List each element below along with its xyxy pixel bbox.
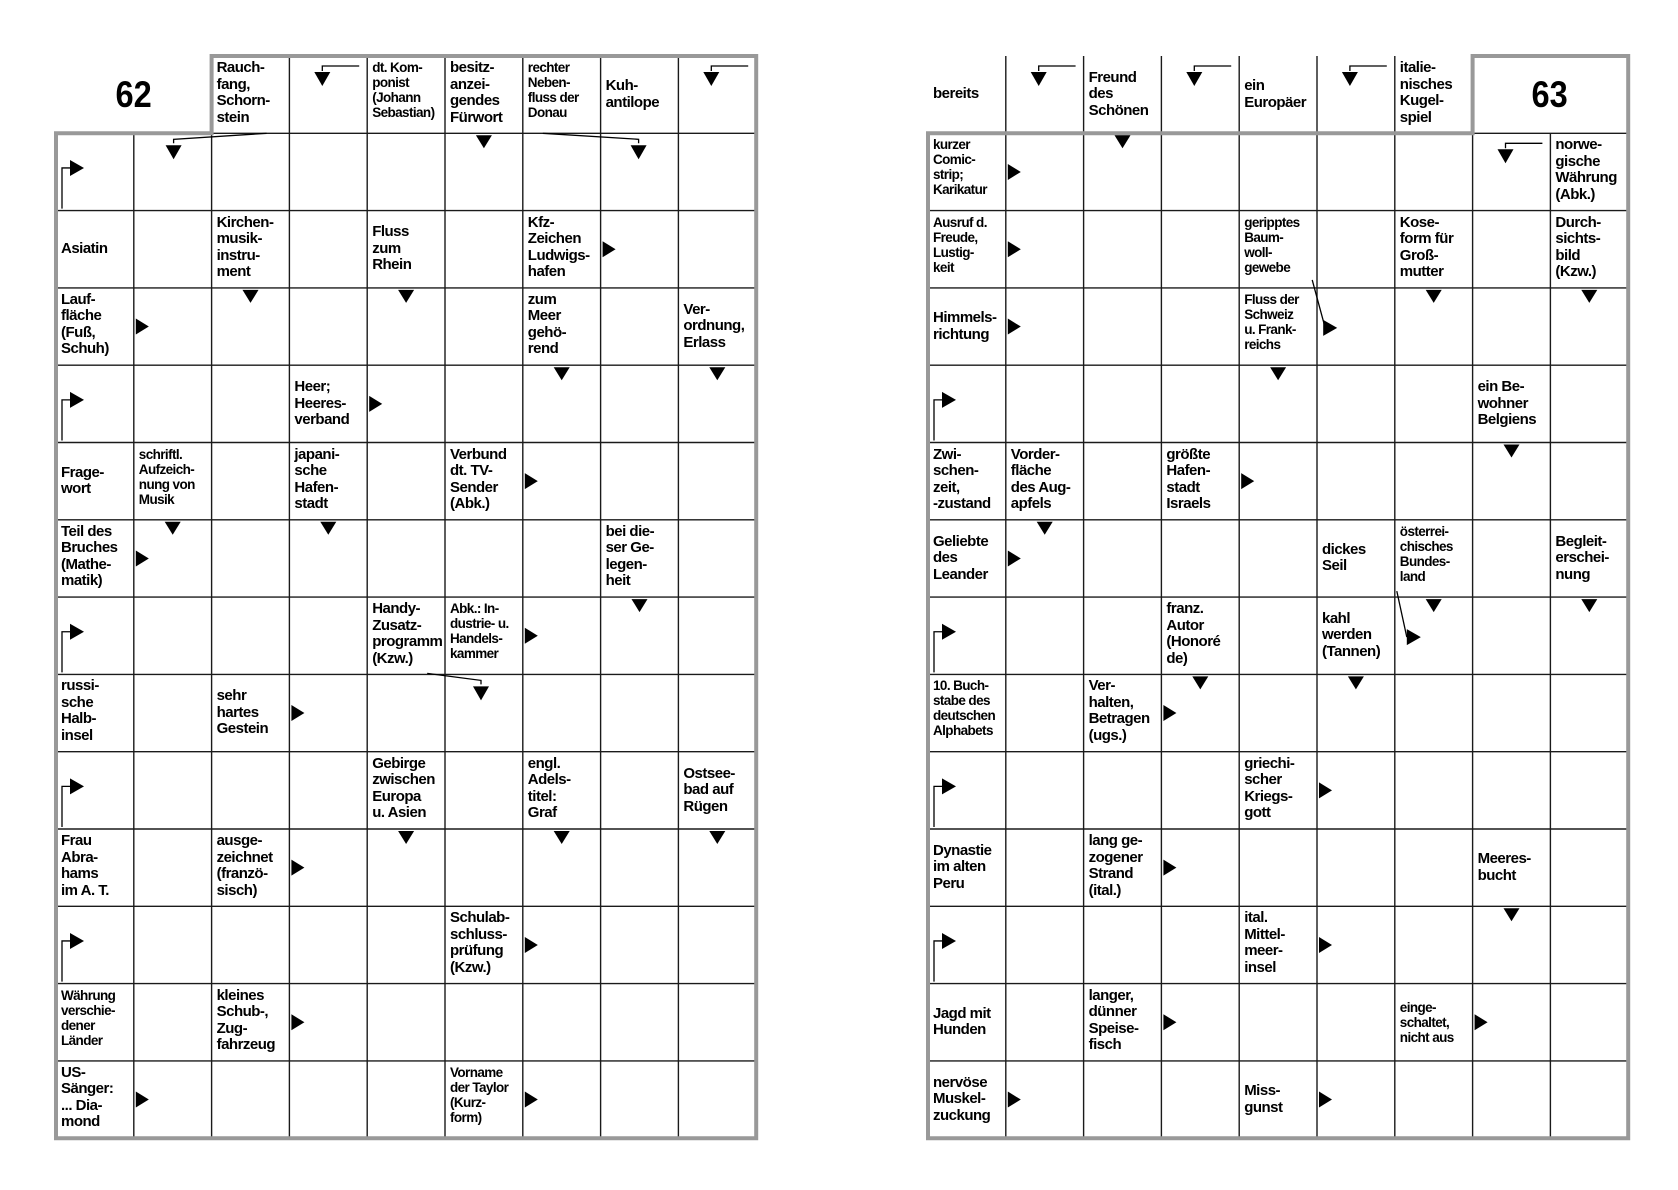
arrow-right-icon bbox=[136, 319, 149, 335]
clue-cell bbox=[56, 1061, 134, 1138]
arrow-down-icon bbox=[709, 831, 725, 844]
clue-cell bbox=[445, 443, 523, 520]
clue-cell bbox=[1550, 211, 1628, 288]
clue-text: dt. Kom- ponist (Johann Sebastian) bbox=[372, 60, 435, 120]
arrow-bent-down-icon bbox=[1498, 149, 1514, 163]
clue-text: Vorname der Taylor (Kurz- form) bbox=[450, 1064, 509, 1125]
clue-cell bbox=[56, 984, 134, 1061]
arrow-down-icon bbox=[320, 522, 336, 535]
arrow-down-icon bbox=[398, 831, 414, 844]
clue-text: Ver- ordnung, Erlass bbox=[683, 300, 745, 351]
clue-cell bbox=[1395, 520, 1473, 597]
arrow-down-icon bbox=[1192, 676, 1208, 689]
clue-cell bbox=[1317, 520, 1395, 597]
clue-cell bbox=[56, 443, 134, 520]
clue-cell bbox=[212, 56, 290, 133]
arrow-right-icon bbox=[136, 1092, 149, 1108]
clue-cell bbox=[445, 1061, 523, 1138]
arrow-right-icon bbox=[1323, 320, 1337, 336]
arrow-right-icon bbox=[1008, 319, 1021, 335]
arrow-bent-right-icon bbox=[70, 160, 84, 176]
clue-text: schriftl. Aufzeich- nung von Musik bbox=[138, 446, 195, 507]
clue-cell bbox=[445, 56, 523, 133]
clue-text: Kirchen- musik- instru- ment bbox=[216, 213, 274, 281]
clue-text: Dynastie im alten Peru bbox=[933, 841, 992, 892]
clue-cell bbox=[601, 520, 679, 597]
clue-text: besitz- anzei- gendes Fürwort bbox=[450, 59, 503, 126]
arrow-bent-right-icon bbox=[942, 624, 956, 640]
clue-cell bbox=[134, 443, 212, 520]
clue-cell bbox=[1161, 597, 1239, 674]
clue-text: bereits bbox=[933, 85, 979, 103]
clue-text: russi- sche Halb- insel bbox=[61, 677, 99, 744]
clue-text: Asiatin bbox=[61, 239, 108, 257]
clue-cell bbox=[928, 211, 1006, 288]
clue-cell bbox=[523, 56, 601, 133]
arrow-down-icon bbox=[1426, 599, 1442, 612]
clue-text: Begleit- erschei- nung bbox=[1555, 532, 1609, 583]
clue-cell bbox=[1084, 829, 1162, 906]
clue-cell bbox=[289, 443, 367, 520]
arrow-down-icon bbox=[709, 367, 725, 380]
clue-cell bbox=[56, 211, 134, 288]
clue-cell bbox=[1395, 211, 1473, 288]
clue-cell bbox=[928, 674, 1006, 751]
clue-text: Währung verschie- dener Länder bbox=[61, 987, 116, 1048]
arrow-bent-down-icon bbox=[631, 145, 647, 159]
clue-text: Lauf- fläche (Fuß, Schuh) bbox=[61, 290, 109, 358]
clue-cell bbox=[1006, 443, 1084, 520]
clue-text: US- Sänger: ... Dia- mond bbox=[61, 1063, 114, 1131]
arrow-down-icon bbox=[554, 367, 570, 380]
arrow-down-icon bbox=[165, 522, 181, 535]
clue-cell bbox=[1239, 906, 1317, 983]
clue-text: Himmels- richtung bbox=[933, 309, 997, 343]
clue-cell bbox=[523, 752, 601, 829]
clue-cell bbox=[1239, 288, 1317, 365]
clue-text: Freund des Schönen bbox=[1088, 68, 1149, 119]
clue-cell bbox=[928, 829, 1006, 906]
clue-cell bbox=[928, 56, 1006, 133]
clue-text: franz. Autor (Honoré de) bbox=[1166, 600, 1221, 667]
clue-cell bbox=[289, 365, 367, 442]
arrow-down-icon bbox=[1504, 445, 1520, 458]
arrow-right-icon bbox=[1163, 705, 1176, 721]
arrow-bent-right-icon bbox=[70, 778, 84, 794]
arrow-right-icon bbox=[291, 860, 304, 876]
arrow-right-icon bbox=[525, 473, 538, 489]
clue-cell bbox=[56, 674, 134, 751]
clue-text: größte Hafen- stadt Israels bbox=[1166, 445, 1211, 512]
clue-cell bbox=[1239, 56, 1317, 133]
arrow-down-icon bbox=[476, 135, 492, 148]
clue-cell bbox=[1084, 674, 1162, 751]
clue-text: bei die- ser Ge- legen- heit bbox=[605, 522, 655, 590]
arrow-bent-down-icon bbox=[703, 72, 719, 86]
arrow-bent-down-icon bbox=[314, 72, 330, 86]
arrow-bent-right-icon bbox=[70, 624, 84, 640]
arrow-bent-down-icon bbox=[166, 145, 182, 159]
clue-cell bbox=[1239, 211, 1317, 288]
clue-text: Kuh- antilope bbox=[605, 77, 660, 111]
clue-cell bbox=[367, 56, 445, 133]
arrow-down-icon bbox=[1426, 290, 1442, 303]
clue-cell bbox=[1550, 133, 1628, 210]
clue-cell bbox=[1317, 597, 1395, 674]
page-number: 63 bbox=[1531, 73, 1569, 115]
clue-text: Vorder- fläche des Aug- apfels bbox=[1010, 445, 1071, 512]
arrow-bent-right-icon bbox=[942, 778, 956, 794]
clue-text: sehr hartes Gestein bbox=[216, 687, 269, 738]
clue-text: lang ge- zogener Strand (ital.) bbox=[1088, 832, 1143, 899]
arrow-bent-right-icon bbox=[70, 933, 84, 949]
clue-cell bbox=[1550, 520, 1628, 597]
clue-cell bbox=[367, 211, 445, 288]
clue-cell bbox=[56, 829, 134, 906]
clue-text: Zwi- schen- zeit, -zustand bbox=[933, 445, 991, 512]
clue-cell bbox=[56, 288, 134, 365]
clue-text: geripptes Baum- woll- gewebe bbox=[1244, 214, 1300, 275]
clue-text: Geliebte des Leander bbox=[933, 532, 989, 583]
clue-text: 10. Buch- stabe des deutschen Alphabets bbox=[933, 678, 996, 739]
clue-cell bbox=[678, 288, 756, 365]
clue-text: rechter Neben- fluss der Donau bbox=[527, 60, 579, 120]
arrow-right-icon bbox=[1008, 1092, 1021, 1108]
clue-text: Miss- gunst bbox=[1244, 1082, 1283, 1116]
clue-text: Schulab- schluss- prüfung (Kzw.) bbox=[450, 909, 510, 976]
clue-cell bbox=[523, 288, 601, 365]
arrow-bent-right-icon bbox=[70, 392, 84, 408]
clue-text: norwe- gische Währung (Abk.) bbox=[1555, 136, 1617, 203]
page-number: 62 bbox=[115, 73, 152, 115]
clue-text: ein Europäer bbox=[1244, 77, 1307, 111]
crossword-grid-page-62 bbox=[56, 56, 756, 1138]
clue-cell bbox=[445, 906, 523, 983]
arrow-right-icon bbox=[1475, 1014, 1488, 1030]
arrow-down-icon bbox=[243, 290, 259, 303]
arrow-right-icon bbox=[525, 628, 538, 644]
clue-text: Ausruf d. Freude, Lustig- keit bbox=[933, 214, 987, 275]
arrow-down-icon bbox=[1504, 908, 1520, 921]
arrow-bent-down-icon bbox=[1186, 72, 1202, 86]
clue-text: kahl werden (Tannen) bbox=[1322, 609, 1381, 660]
clue-text: Kose- form für Groß- mutter bbox=[1399, 213, 1454, 281]
clue-cell bbox=[678, 752, 756, 829]
clue-text: österrei- chisches Bundes- land bbox=[1399, 523, 1453, 584]
arrow-right-icon bbox=[1319, 782, 1332, 798]
clue-text: Rauch- fang, Schorn- stein bbox=[216, 59, 270, 126]
clue-cell bbox=[445, 597, 523, 674]
arrow-right-icon bbox=[603, 241, 616, 257]
clue-cell bbox=[928, 288, 1006, 365]
clue-text: Verbund dt. TV- Sender (Abk.) bbox=[450, 445, 507, 512]
clue-cell bbox=[1239, 1061, 1317, 1138]
clue-text: dickes Seil bbox=[1322, 540, 1366, 575]
clue-cell bbox=[1239, 752, 1317, 829]
clue-text: langer, dünner Speise- fisch bbox=[1088, 986, 1139, 1054]
clue-text: Frage- wort bbox=[61, 463, 104, 498]
clue-text: einge- schaltet, nicht aus bbox=[1399, 999, 1454, 1045]
arrow-bent-right-icon bbox=[942, 933, 956, 949]
clue-text: ital. Mittel- meer- insel bbox=[1244, 909, 1285, 976]
clue-text: Ostsee- bad auf Rügen bbox=[683, 764, 735, 815]
clue-cell bbox=[1473, 365, 1551, 442]
clue-text: griechi- scher Kriegs- gott bbox=[1244, 754, 1295, 822]
clue-text: ein Be- wohner Belgiens bbox=[1477, 378, 1537, 429]
clue-cell bbox=[928, 133, 1006, 210]
clue-cell bbox=[367, 597, 445, 674]
arrow-right-icon bbox=[369, 396, 382, 412]
clue-text: Gebirge zwischen Europa u. Asien bbox=[372, 754, 435, 822]
arrow-right-icon bbox=[1008, 241, 1021, 257]
clue-cell bbox=[1395, 984, 1473, 1061]
arrow-down-icon bbox=[1270, 367, 1286, 380]
clue-cell bbox=[928, 1061, 1006, 1138]
clue-cell bbox=[56, 520, 134, 597]
arrow-down-icon bbox=[1581, 290, 1597, 303]
clue-cell bbox=[212, 829, 290, 906]
arrow-right-icon bbox=[1163, 860, 1176, 876]
arrow-right-icon bbox=[1407, 629, 1421, 645]
arrow-right-icon bbox=[291, 705, 304, 721]
clue-text: Meeres- bucht bbox=[1477, 850, 1531, 884]
arrow-down-icon bbox=[1581, 599, 1597, 612]
clue-text: nervöse Muskel- zuckung bbox=[933, 1073, 991, 1124]
clue-cell bbox=[928, 984, 1006, 1061]
clue-cell bbox=[1161, 443, 1239, 520]
arrow-down-icon bbox=[398, 290, 414, 303]
clue-text: ausge- zeichnet (franzö- sisch) bbox=[216, 832, 273, 899]
clue-text: Teil des Bruches (Mathe- matik) bbox=[61, 522, 118, 590]
arrow-right-icon bbox=[1241, 473, 1254, 489]
arrow-right-icon bbox=[1008, 164, 1021, 180]
arrow-right-icon bbox=[291, 1014, 304, 1030]
arrow-bent-right-icon bbox=[942, 392, 956, 408]
arrow-bent-down-icon bbox=[1342, 72, 1358, 86]
clue-text: Abk.: In- dustrie- u. Handels- kammer bbox=[450, 601, 509, 662]
clue-cell bbox=[212, 211, 290, 288]
arrow-down-icon bbox=[632, 599, 648, 612]
clue-cell bbox=[1084, 984, 1162, 1061]
arrow-down-icon bbox=[1115, 135, 1131, 148]
arrow-right-icon bbox=[1163, 1014, 1176, 1030]
clue-text: Fluss der Schweiz u. Frank- reichs bbox=[1244, 291, 1299, 352]
arrow-bent-down-icon bbox=[1031, 72, 1047, 86]
clue-text: zum Meer gehö- rend bbox=[527, 290, 567, 358]
clue-cell bbox=[1084, 56, 1162, 133]
clue-text: kleines Schub-, Zug- fahrzeug bbox=[216, 986, 276, 1054]
clue-cell bbox=[212, 674, 290, 751]
clue-cell bbox=[523, 211, 601, 288]
clue-text: Ver- halten, Betragen (ugs.) bbox=[1088, 677, 1150, 744]
clue-text: japani- sche Hafen- stadt bbox=[294, 445, 340, 512]
clue-cell bbox=[367, 752, 445, 829]
clue-cell bbox=[928, 520, 1006, 597]
clue-text: Kfz- Zeichen Ludwigs- hafen bbox=[527, 213, 590, 281]
arrow-right-icon bbox=[525, 1092, 538, 1108]
arrow-down-icon bbox=[554, 831, 570, 844]
clue-cell bbox=[212, 984, 290, 1061]
arrow-right-icon bbox=[1319, 1092, 1332, 1108]
clue-text: Heer; Heeres- verband bbox=[294, 378, 350, 429]
arrow-bent-down-icon bbox=[473, 686, 489, 700]
arrow-right-icon bbox=[1319, 937, 1332, 953]
crossword-grid-page-63 bbox=[928, 56, 1628, 1138]
clue-text: Handy- Zusatz- programm (Kzw.) bbox=[372, 600, 443, 667]
arrow-down-icon bbox=[1037, 522, 1053, 535]
clue-text: engl. Adels- titel: Graf bbox=[527, 754, 571, 822]
clue-cell bbox=[601, 56, 679, 133]
arrow-right-icon bbox=[136, 550, 149, 566]
arrow-right-icon bbox=[525, 937, 538, 953]
clue-text: kurzer Comic- strip; Karikatur bbox=[933, 137, 987, 198]
clue-cell bbox=[1473, 829, 1551, 906]
clue-text: Frau Abra- hams im A. T. bbox=[61, 832, 109, 899]
clue-cell bbox=[1395, 56, 1473, 133]
clue-text: Durch- sichts- bild (Kzw.) bbox=[1555, 213, 1601, 281]
arrow-right-icon bbox=[1008, 550, 1021, 566]
clue-text: Fluss zum Rhein bbox=[372, 223, 412, 274]
arrow-down-icon bbox=[1348, 676, 1364, 689]
clue-cell bbox=[928, 443, 1006, 520]
clue-text: Jagd mit Hunden bbox=[933, 1004, 991, 1039]
clue-text: italie- nisches Kugel- spiel bbox=[1399, 59, 1453, 126]
